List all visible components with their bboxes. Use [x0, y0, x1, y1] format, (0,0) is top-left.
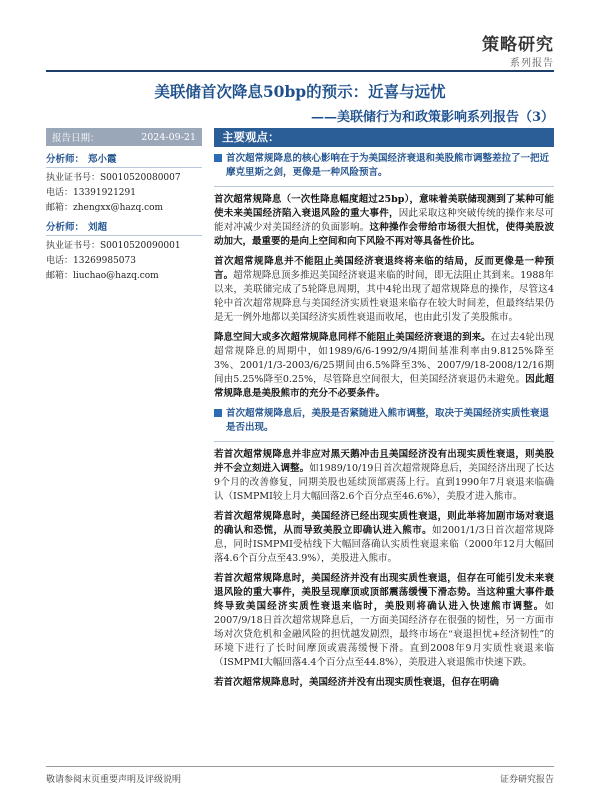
- analyst-1-name: 郑小霞: [88, 154, 117, 165]
- paragraph-1: [214, 193, 554, 249]
- report-subtitle: ——美联储行为和政策影响系列报告（3）: [310, 110, 554, 125]
- paragraph-2-lead: 首次超常规降息并不能阻止美国经济衰退终将来临的结局，反而更像是一种预言。: [214, 256, 554, 281]
- paragraph-6-body: 如2007/9/18日首次超常规降息后，一方面美国经济存在很强的韧性，另一方面市场对次贷危机和金融风险的担忧越发剧烈，最终市场在“衰退担忧+经济韧性”的环境下进行了长时间摩顶或震荡缓慢下滑。直到2008年9月实质性衰退来临（ISMPMI大幅回落4.4个百分点至44.8%），美股进入衰退熊市快速下跌。: [214, 601, 554, 668]
- analyst-1-info: [46, 171, 202, 216]
- paragraph-3-conclusion: 因此超常规降息是美股熊市的充分不必要条件。: [214, 374, 554, 399]
- analyst-1-phone: 电话：13391921291: [46, 188, 136, 198]
- square-bullet-icon: [214, 409, 222, 417]
- paragraph-7: [214, 676, 554, 690]
- key-point-2: [214, 407, 554, 435]
- paragraph-3-lead: 降息空间大或多次超常规降息同样不能阻止美国经济衰退的到来。: [214, 332, 491, 343]
- divider: [214, 441, 554, 442]
- analyst-2-info: [46, 239, 202, 284]
- header-rule: [46, 70, 554, 72]
- section-title: 主要观点：: [214, 128, 554, 147]
- report-date-value: 2024-09-21: [141, 131, 196, 143]
- report-title: 美联储首次降息50bp的预示：近喜与远忧: [154, 82, 446, 101]
- paragraph-4-lead: 若首次超常规降息并非应对黑天鹅冲击且美国经济没有出现实质性衰退，则美股并不会立刻进入调整。: [214, 449, 554, 474]
- paragraph-7-lead: 若首次超常规降息时，美国经济并没有出现实质性衰退，但存在明确: [214, 677, 500, 688]
- paragraph-4: [214, 448, 554, 504]
- paragraph-3: [214, 331, 554, 401]
- paragraph-2-body: 超常规降息顶多推迟美国经济衰退来临的时间，即无法阻止其到来。1988年以来，美联储完成了5轮降息周期，其中4轮出现了超常规降息的操作，尽管这4轮中首次超常规降息与美国经济实质性衰退来临存在较大时间差，但最终结果仍是无一例外地都以美国经济实质性衰退而收尾，也由此引发了美股熊市。: [214, 270, 554, 323]
- key-point-2-text: 首次超常规降息后，美股是否紧随进入熊市调整，取决于美国经济实质性衰退是否出现。: [226, 408, 550, 433]
- analyst-2-label: 分析师：: [46, 222, 85, 233]
- paragraph-3-body: 在过去4轮出现超常规降息的周期中，如1989/6/6-1992/9/4期间基准利率由9.8125%降至3%、2001/1/3-2003/6/25期间由6.5%降至3%、2007/9/18-2008/12/16期间由5.25%降至0.25%，尽管降息空间很大，但美国经济衰退仍未避免。: [214, 332, 554, 385]
- report-date-label: 报告日期：: [52, 133, 100, 144]
- analyst-1-header: [46, 151, 202, 168]
- square-bullet-icon: [214, 154, 222, 162]
- analyst-1-email[interactable]: 邮箱：zhengxx@hazq.com: [46, 203, 164, 213]
- paragraph-5-lead: 若首次超常规降息时，美国经济已经出现实质性衰退，则此举将加剧市场对衰退的确认和恐慌，从而导致美股立即确认进入熊市。: [214, 511, 554, 536]
- analyst-1-cert: 执业证书号：S0010520080007: [46, 173, 181, 183]
- paragraph-4-body: 如1989/10/19日首次超常规降息后，美国经济出现了长达9个月的改善修复，同期美股也延续顶部震荡上行。直到1990年7月衰退来临确认（ISMPMI较上月大幅回落2.6个百分点至46.6%），美股才进入熊市。: [214, 463, 554, 502]
- footer-rule: [46, 766, 554, 767]
- divider: [214, 186, 554, 187]
- paragraph-6: [214, 572, 554, 670]
- paragraph-2: [214, 255, 554, 325]
- paragraph-1-body: 因此采取这种突破传统的操作来尽可能对冲减少对美国经济的负面影响。: [214, 208, 554, 233]
- analyst-2-name: 刘超: [88, 222, 108, 233]
- paragraph-5: [214, 510, 554, 566]
- paragraph-5-body: 如2001/1/3日首次超常规降息，同时ISMPMI受枯线下大幅回落确认实质性衰退来临（2000年12月大幅回落4.6个百分点至43.9%），美股进入熊市。: [214, 525, 554, 564]
- analyst-2-cert: 执业证书号：S0010520090001: [46, 241, 181, 251]
- key-point-1: [214, 152, 554, 180]
- analyst-2-header: [46, 219, 202, 236]
- brand-title: 策略研究: [482, 35, 554, 55]
- analyst-2-email[interactable]: 邮箱：liuchao@hazq.com: [46, 271, 159, 281]
- paragraph-1-lead: 首次超常规降息（一次性降息幅度超过25bp），意味着美联储现测到了某种可能使未来美国经济陷入衰退风险的重大事件，: [214, 194, 554, 219]
- footer-disclaimer[interactable]: 敬请参阅末页重要声明及评级说明: [46, 775, 182, 785]
- main-content: [214, 128, 554, 696]
- report-date-bar: [46, 128, 202, 146]
- sidebar: [46, 128, 202, 284]
- analyst-2-phone: 电话：13269985073: [46, 256, 136, 266]
- paragraph-1-conclusion: 这种操作会带给市场很大担忧，使得美股波动加大，最重要的是向上空间和向下风险不再对等具备性价比。: [214, 222, 554, 247]
- brand-subtitle: 系列报告: [510, 58, 554, 69]
- analyst-1-label: 分析师：: [46, 154, 85, 165]
- paragraph-6-lead: 若首次超常规降息时，美国经济并没有出现实质性衰退，但存在可能引发未来衰退风险的重大事件，美股呈现摩顶或顶部震荡缓慢下滑态势。当这种重大事件最终导致美国经济实质性衰退来临时，美股则将确认进入快速熊市调整。: [214, 573, 554, 612]
- key-point-1-text: 首次超常规降息的核心影响在于为美国经济衰退和美股熊市调整差拉了一把近摩克里斯之剑，更像是一种风险预言。: [226, 153, 550, 178]
- footer-report-type: 证券研究报告: [499, 775, 554, 785]
